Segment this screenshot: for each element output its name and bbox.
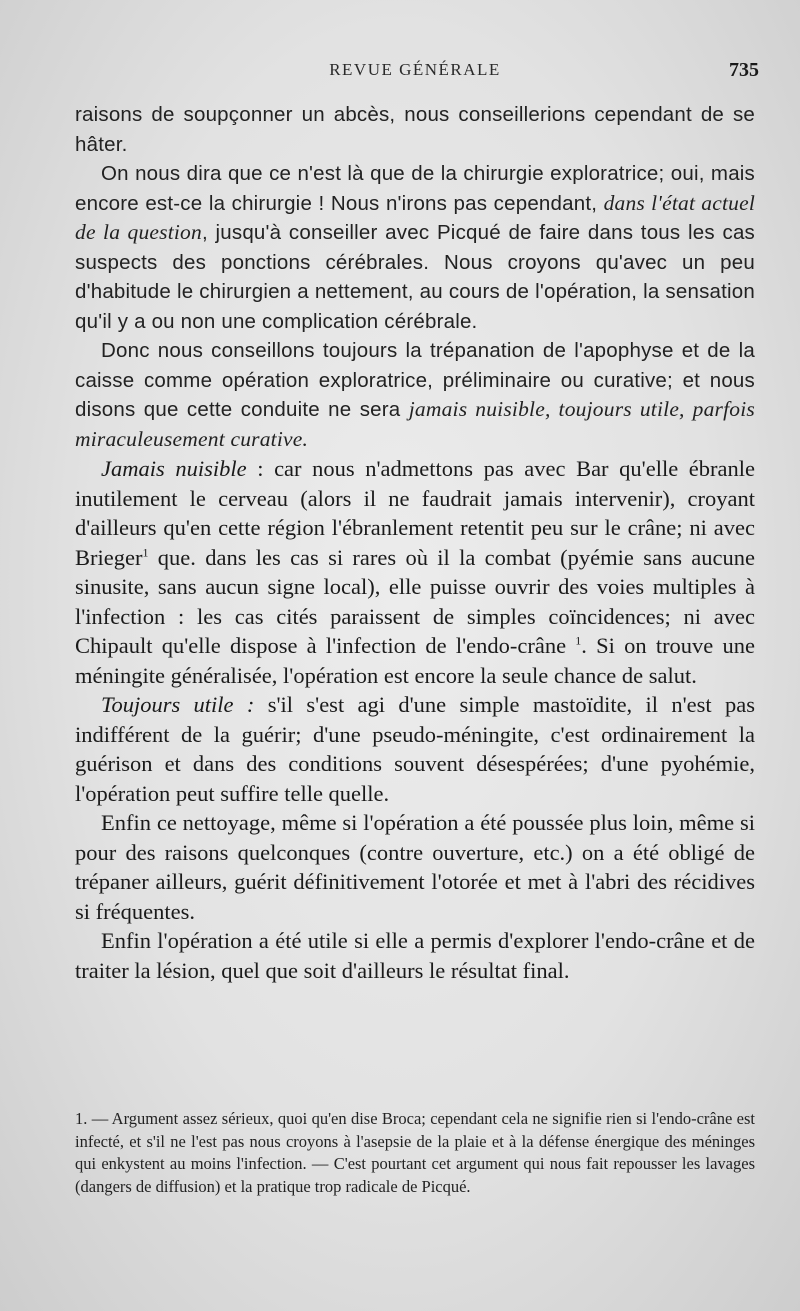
- paragraph-2-text-c: , jusqu'à conseiller avec Picqué de faire dans tous les cas suspects des ponctions cérébrales. Nous croyons qu'avec un peu d'habitude le chirurgien a nettement, au cours de l'opération, la sensation qu'il y a ou non une complication cérébrale.: [75, 221, 755, 333]
- faded-top-section: [75, 100, 755, 454]
- paragraph-3-italic: jamais nuisible, toujours utile, parfois miraculeusement curative.: [75, 397, 755, 451]
- paragraph-7-text: Enfin l'opération a été utile si elle a permis d'explorer l'endo-crâne et de traiter la lésion, quel que soit d'ailleurs le résultat final.: [75, 928, 755, 983]
- main-text: [75, 100, 755, 985]
- paragraph-3: [75, 336, 755, 454]
- footnote-text: 1. — Argument assez sérieux, quoi qu'en dise Broca; cependant cela ne signifie rien si l'endo-crâne est infecté, et s'il ne l'est pas nous croyons à l'asepsie de la plaie et à la défense énergique des méninges qui enkystent au moins l'infection. — C'est pourtant cet argument qui nous fait repousser les lavages (dangers de diffusion) et la pratique trop radicale de Picqué.: [75, 1109, 755, 1196]
- paragraph-3-text-a: Donc nous conseillons toujours la trépanation de l'apophyse et de la caisse comme opération exploratrice, préliminaire ou curative; et nous disons que cette conduite ne sera: [75, 339, 755, 421]
- paragraph-5-italic: Toujours utile :: [101, 692, 255, 717]
- paragraph-4-text-b: : car nous n'admettons pas avec Bar qu'elle ébranle inutilement le cerveau (alors il ne faudrait jamais intervenir), croyant d'ailleurs qu'en cette région l'ébranlement retentit peu sur le crâne; ni avec Brieger: [75, 456, 755, 570]
- paragraph-1: [75, 100, 755, 159]
- paragraph-1-text: raisons de soupçonner un abcès, nous conseillerions cependant de se hâter.: [75, 103, 755, 156]
- paragraph-2-text-a: On nous dira que ce n'est là que de la chirurgie exploratrice; oui, mais encore est-ce la chirurgie ! Nous n'irons pas cependant,: [75, 162, 755, 215]
- page-header: [75, 59, 759, 90]
- footnote-marker-2: 1: [575, 633, 582, 648]
- paragraph-7: [75, 926, 755, 985]
- footnote: [75, 1108, 755, 1198]
- paragraph-4-italic: Jamais nuisible: [101, 456, 247, 481]
- paragraph-2-italic: dans l'état actuel de la question: [75, 190, 756, 244]
- paragraph-2: [75, 159, 755, 336]
- paragraph-4: [75, 454, 755, 690]
- paragraph-6: [75, 808, 755, 926]
- paragraph-6-text: Enfin ce nettoyage, même si l'opération a été poussée plus loin, même si pour des raisons quelconques (contre ouverture, etc.) on a été obligé de trépaner ailleurs, guérit définitivement l'otorée et met à l'abri des récidives si fréquentes.: [75, 810, 755, 924]
- paragraph-5: [75, 690, 755, 808]
- running-head: REVUE GÉNÉRALE: [329, 60, 501, 79]
- paragraph-4-text-d: . Si on trouve une méningite généralisée, l'opération est encore la seule chance de salut.: [75, 633, 756, 688]
- page-number: 735: [729, 59, 759, 81]
- footnote-marker: 1: [142, 545, 149, 559]
- paragraph-4-text-c: que. dans les cas si rares où il la combat (pyémie sans aucune sinusite, sans aucun signe local), elle puisse ouvrir des voies multiples à l'infection : les cas cités paraissent de simples coïncidences; ni avec Chipault qu'elle dispose à l'infection de l'endo-crâne: [75, 544, 755, 658]
- paragraph-5-text-b: s'il s'est agi d'une simple mastoïdite, il n'est pas indifférent de la guérir; d'une pseudo-méningite, c'est ordinairement la guérison et dans des conditions souvent désespérées; d'une pyohémie, l'opération peut suffire telle quelle.: [75, 692, 756, 806]
